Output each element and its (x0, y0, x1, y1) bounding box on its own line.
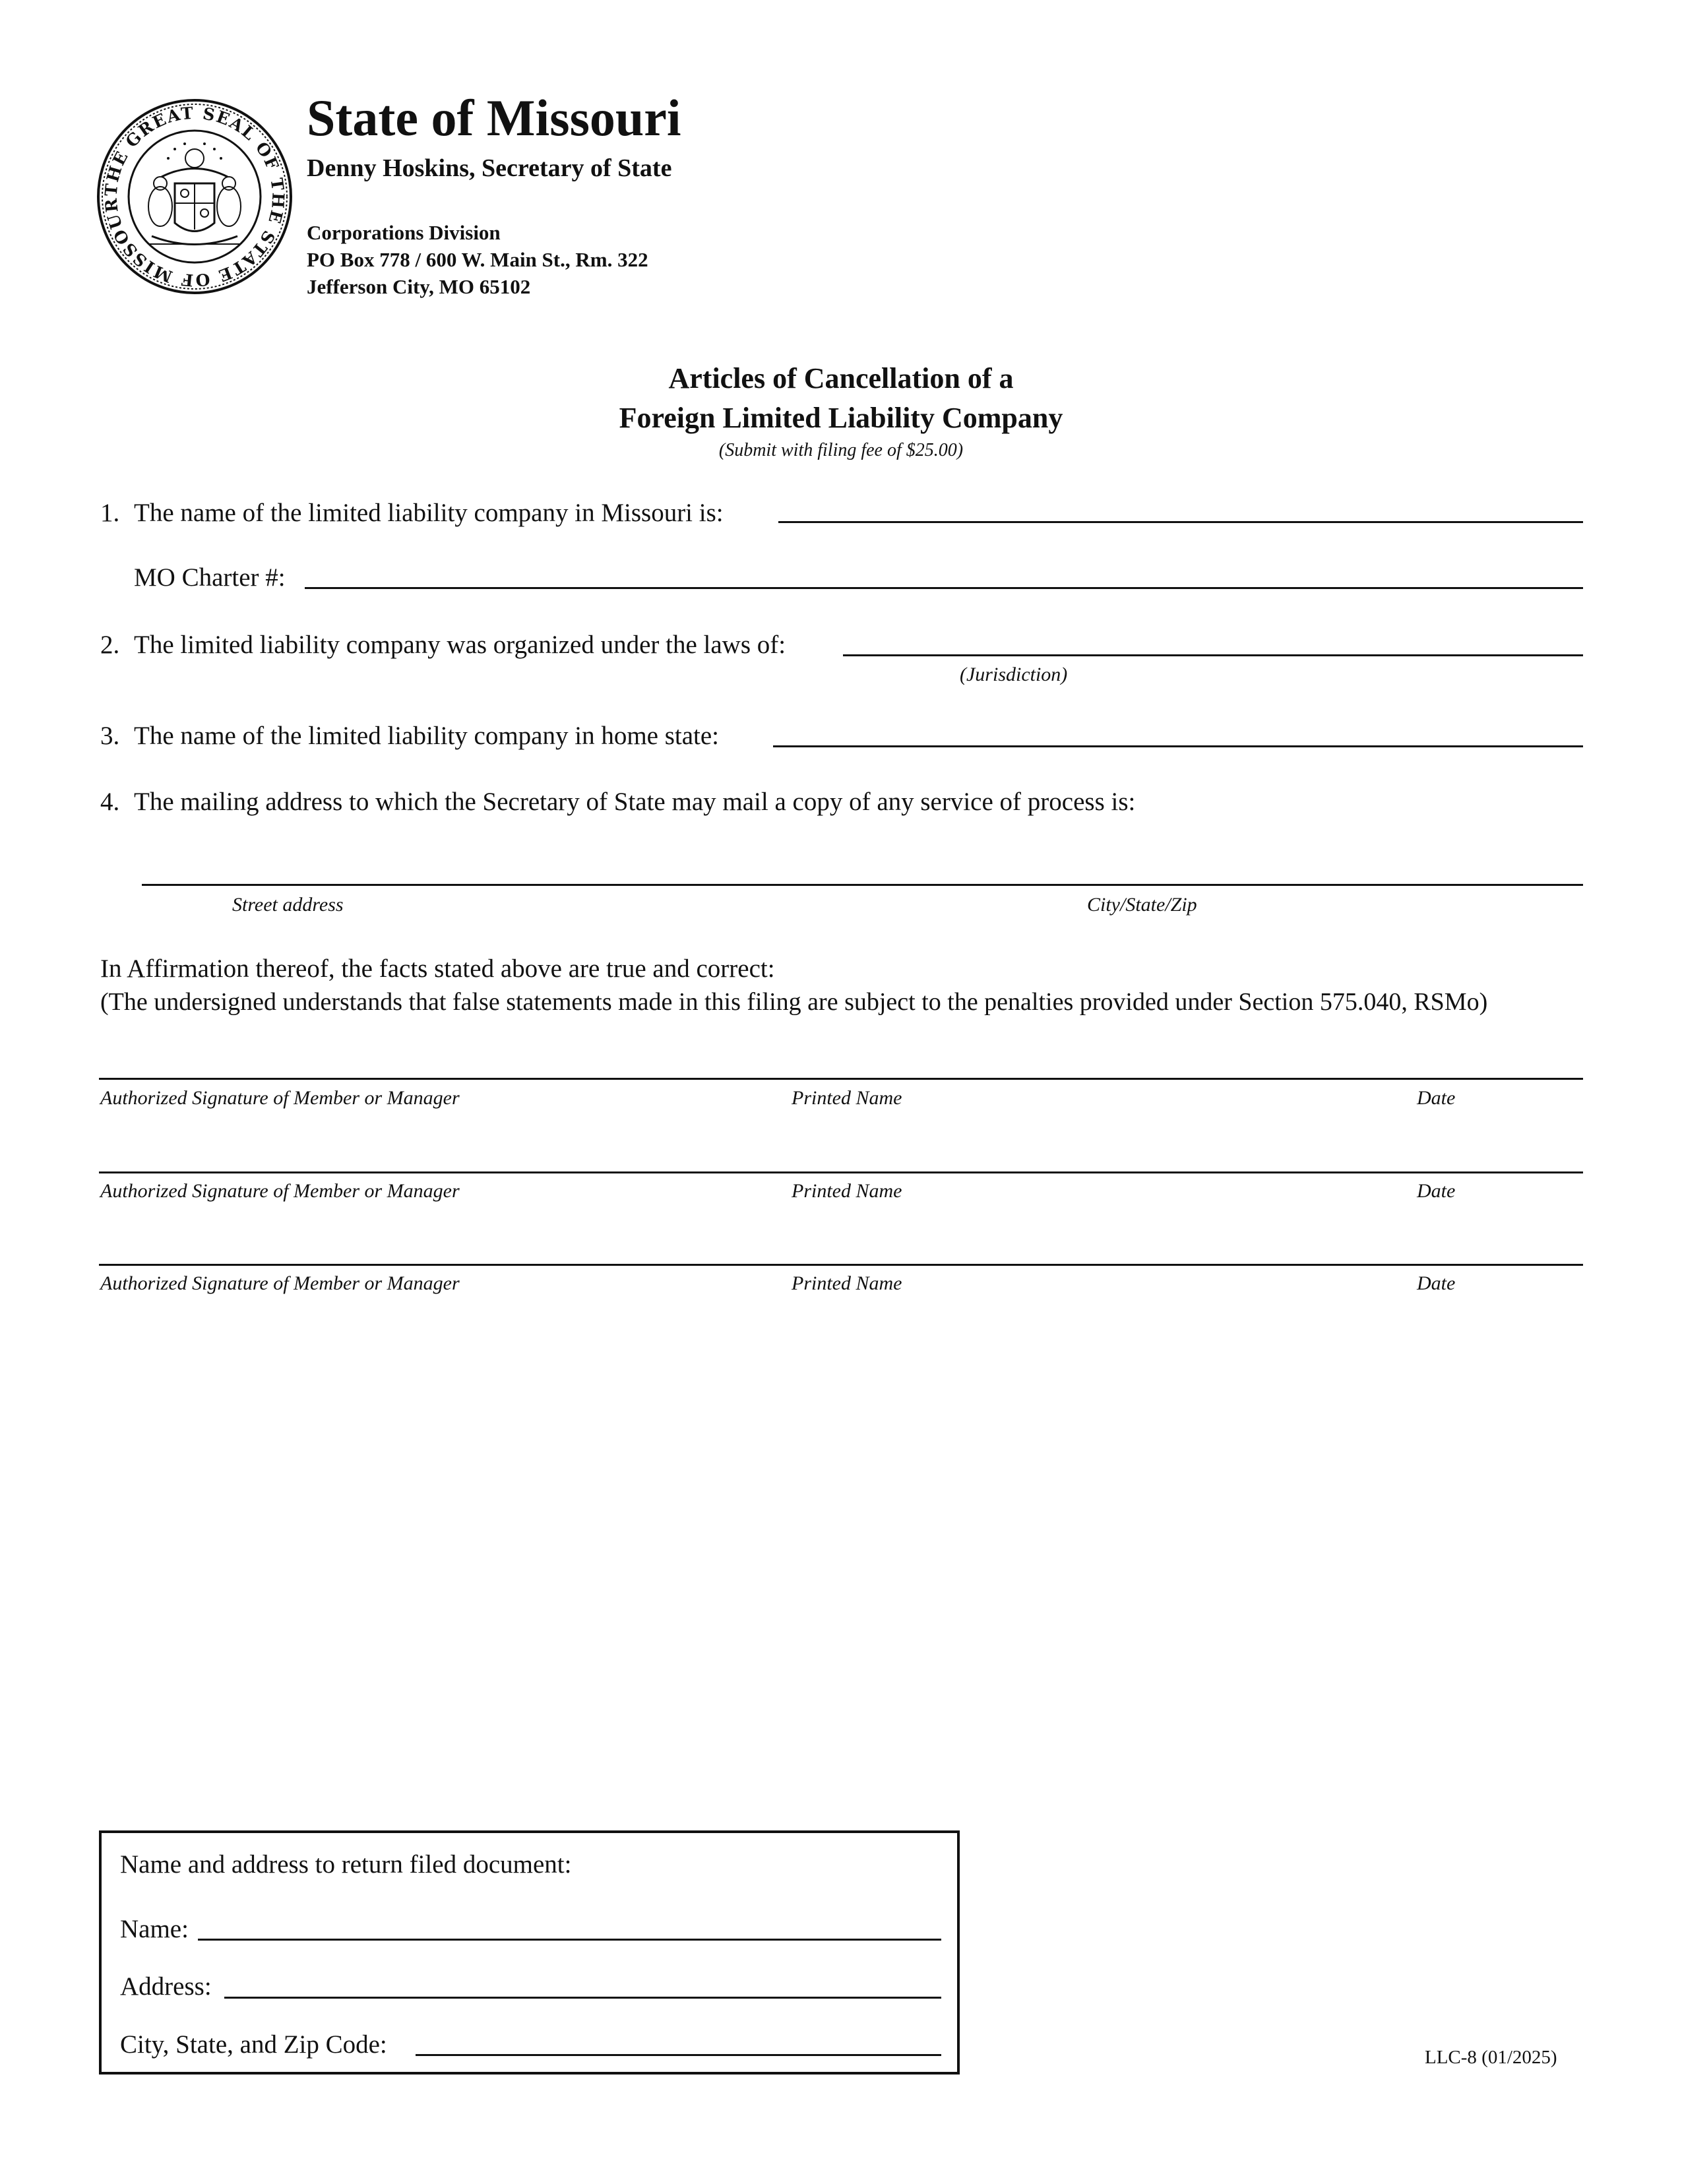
mo-charter-number-field[interactable] (305, 587, 1583, 589)
printed-name-label: Printed Name (792, 1180, 902, 1202)
secretary-name: Denny Hoskins, Secretary of State (307, 154, 672, 182)
address-line-2: Jefferson City, MO 65102 (307, 275, 531, 298)
llc-missouri-name-field[interactable] (778, 521, 1583, 523)
mailing-address-field[interactable] (142, 884, 1583, 886)
printed-name-label: Printed Name (792, 1272, 902, 1294)
q2-number: 2. (100, 631, 120, 659)
signature-line-3[interactable] (99, 1264, 1583, 1266)
signature-line-2[interactable] (99, 1171, 1583, 1173)
q2-label: The limited liability company was organized under the laws of: (134, 631, 786, 659)
printed-name-label: Printed Name (792, 1087, 902, 1109)
q3-number: 3. (100, 722, 120, 750)
q4-label: The mailing address to which the Secretary of State may mail a copy of any service of process is: (134, 788, 1136, 816)
jurisdiction-field[interactable] (843, 654, 1583, 656)
fee-note: (Submit with filing fee of $25.00) (718, 440, 964, 460)
jurisdiction-hint: (Jurisdiction) (960, 664, 1068, 685)
return-address-label: Address: (120, 1972, 212, 2001)
affirmation-statement: In Affirmation thereof, the facts stated above are true and correct: (100, 954, 775, 983)
q1-number: 1. (100, 499, 120, 527)
return-box-heading: Name and address to return filed document: (120, 1850, 572, 1879)
signature-label: Authorized Signature of Member or Manager (100, 1272, 460, 1294)
signature-line-1[interactable] (99, 1078, 1583, 1080)
division-name: Corporations Division (307, 221, 501, 244)
q3-label: The name of the limited liability company in home state: (134, 722, 720, 750)
street-address-label: Street address (232, 894, 344, 916)
date-label: Date (1417, 1087, 1456, 1109)
date-label: Date (1417, 1272, 1456, 1294)
return-city-state-zip-field[interactable] (416, 2054, 941, 2056)
svg-text:THE GREAT SEAL OF THE STATE OF: THE GREAT SEAL OF THE STATE OF MISSOUR (101, 103, 288, 290)
address-line-1: PO Box 778 / 600 W. Main St., Rm. 322 (307, 248, 648, 271)
city-state-zip-label: City/State/Zip (1087, 894, 1197, 916)
signature-label: Authorized Signature of Member or Manager (100, 1180, 460, 1202)
return-name-field[interactable] (198, 1939, 941, 1941)
form-title-line-1: Articles of Cancellation of a (668, 362, 1014, 394)
form-title-line-2: Foreign Limited Liability Company (619, 402, 1063, 434)
charter-label: MO Charter #: (134, 563, 286, 592)
return-address-field[interactable] (224, 1997, 941, 1999)
q1-label: The name of the limited liability company in Missouri is: (134, 499, 724, 527)
q4-number: 4. (100, 788, 120, 816)
return-address-box (99, 1830, 960, 2075)
penalty-statement: (The undersigned understands that false statements made in this filing are subject to the penalties provided under Section 575.040, RSMo) (100, 988, 1488, 1016)
date-label: Date (1417, 1180, 1456, 1202)
return-name-label: Name: (120, 1915, 189, 1943)
llc-home-state-name-field[interactable] (773, 745, 1583, 747)
state-seal-logo (96, 98, 294, 296)
signature-label: Authorized Signature of Member or Manager (100, 1087, 460, 1109)
form-number: LLC-8 (01/2025) (1425, 2047, 1557, 2068)
state-title: State of Missouri (307, 89, 681, 146)
return-city-label: City, State, and Zip Code: (120, 2030, 387, 2059)
